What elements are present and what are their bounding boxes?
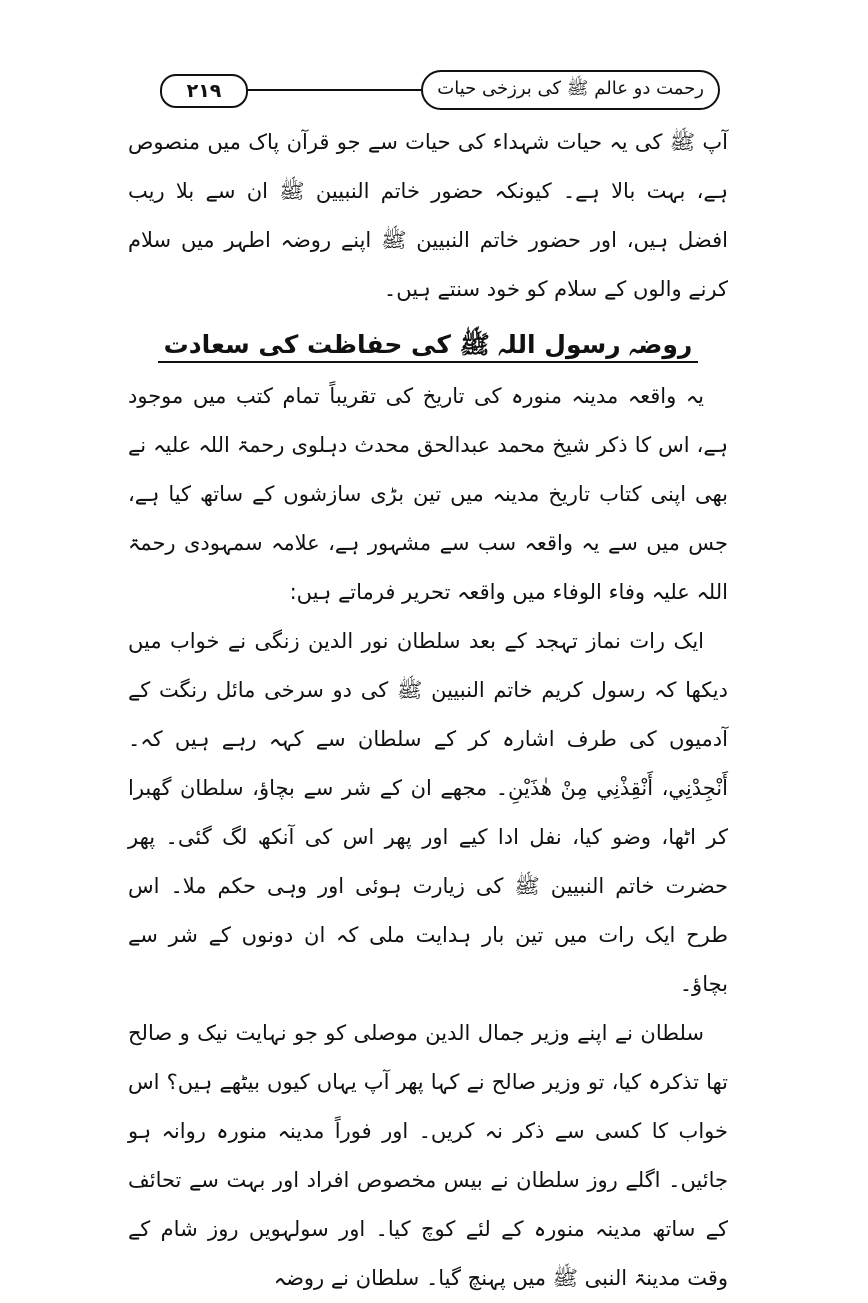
paragraph-dream: ایک رات نماز تہجد کے بعد سلطان نور الدین زنگی نے خواب میں دیکھا کہ رسول کریم خاتم النبیین ﷺ کی دو سرخی مائل رنگت کے آدمیوں کی طرف اشارہ کر کے سلطان سے کہہ رہے ہیں کہ۔ أَنْجِدْنِي، أَنْقِذْنِي مِنْ هٰذَيْنِ۔ مجھے ان کے شر سے بچاؤ، سلطان گھبرا کر اٹھا، وضو کیا، نفل ادا کیے اور پھر اس کی آنکھ لگ گئی۔ پھر حضرت خاتم النبیین ﷺ کی زیارت ہوئی اور وہی حکم ملا۔ اس طرح ایک رات میں تین بار ہدایت ملی کہ ان دونوں کے شر سے بچاؤ۔ — [128, 629, 728, 996]
page-body — [128, 118, 728, 1303]
page-header — [160, 70, 720, 110]
paragraph-intro: آپ ﷺ کی یہ حیات شہداء کی حیات سے جو قرآن پاک میں منصوص ہے، بہت بالا ہے۔ کیونکہ حضور خاتم النبیین ﷺ ان سے بلا ریب افضل ہیں، اور حضور خاتم النبیین ﷺ اپنے روضہ اطہر میں سلام کرنے والوں کے سلام کو خود سنتے ہیں۔ — [128, 130, 728, 301]
section-heading-text: روضہ رسول اللہ ﷺ کی حفاظت کی سعادت — [158, 330, 699, 363]
page-number: ۲۱۹ — [160, 74, 248, 108]
running-title: رحمت دو عالم ﷺ کی برزخی حیات — [421, 70, 720, 110]
paragraph-history: یہ واقعہ مدینہ منورہ کی تاریخ کی تقریباً تمام کتب میں موجود ہے، اس کا ذکر شیخ محمد عبدالحق محدث دہلوی رحمۃ اللہ علیہ نے بھی اپنی کتاب تاریخ مدینہ میں تین بڑی سازشوں کے ساتھ کیا ہے، جس میں سے یہ واقعہ سب سے مشہور ہے، علامہ سمہودی رحمۃ اللہ علیہ وفاء الوفاء میں واقعہ تحریر فرماتے ہیں: — [128, 384, 728, 604]
section-heading — [128, 322, 728, 368]
paragraph-journey: سلطان نے اپنے وزیر جمال الدین موصلی کو جو نہایت نیک و صالح تھا تذکرہ کیا، تو وزیر صالح نے کہا پھر آپ یہاں کیوں بیٹھے ہیں؟ اس خواب کا کسی سے ذکر نہ کریں۔ اور فوراً مدینہ منورہ روانہ ہو جائیں۔ اگلے روز سلطان نے بیس مخصوص افراد اور بہت سے تحائف کے ساتھ مدینہ منورہ کے لئے کوچ کیا۔ اور سولہویں روز شام کے وقت مدینۃ النبی ﷺ میں پہنچ گیا۔ سلطان نے روضہ — [128, 1021, 728, 1290]
